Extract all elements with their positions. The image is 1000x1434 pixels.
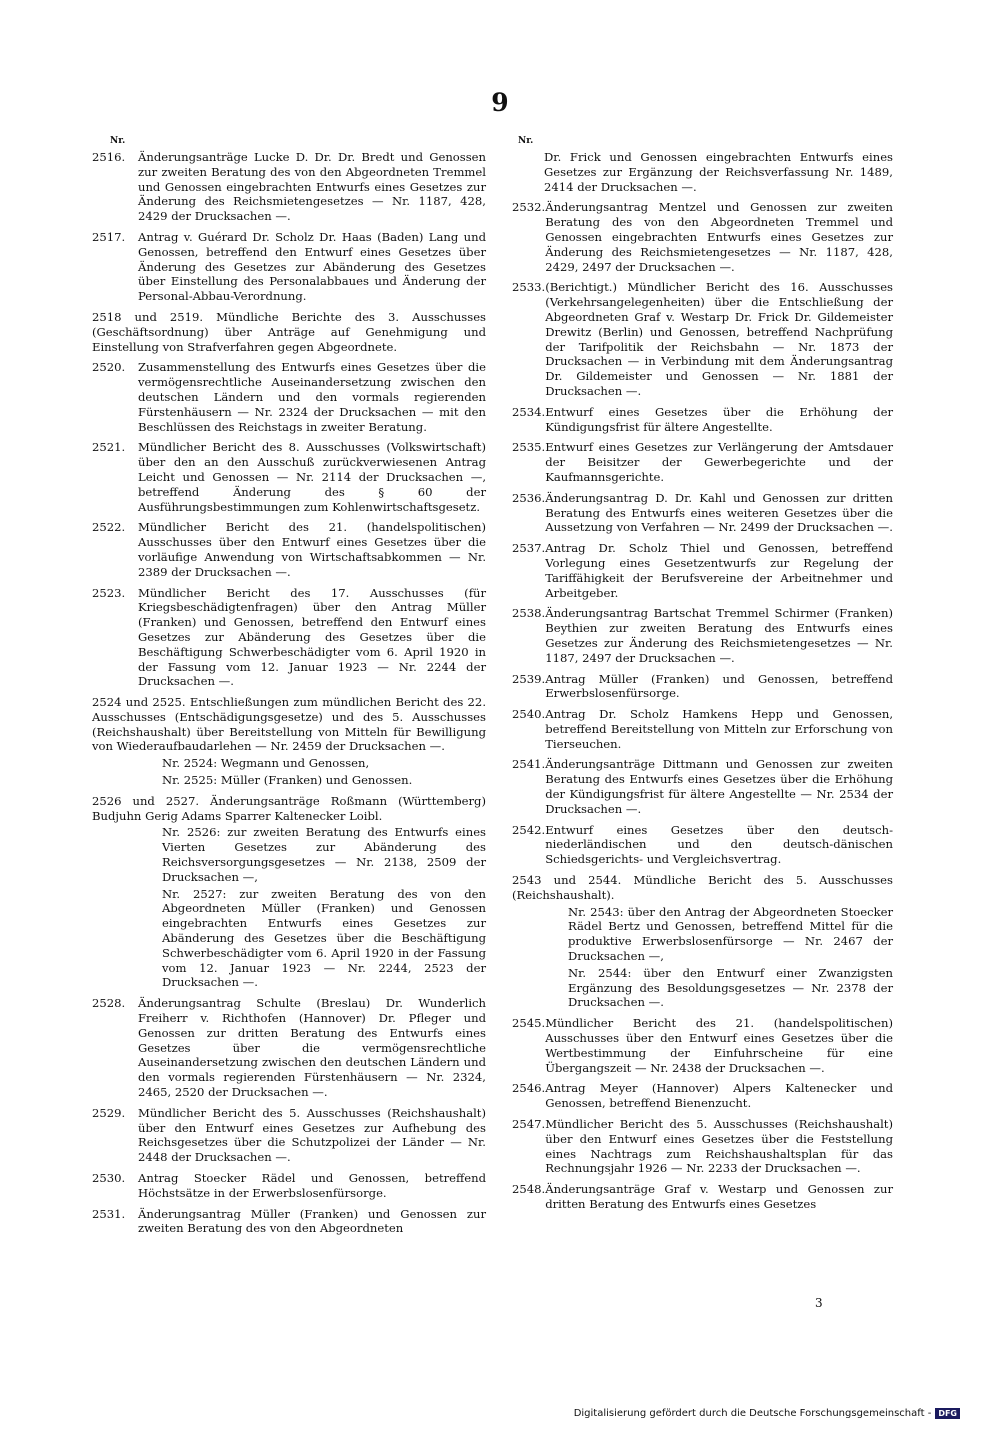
entry-2543-2544: 2543 und 2544. Mündliche Bericht des 5. Ausschusses (Reichshaushalt).: [512, 873, 893, 902]
entry-text: Entwurf eines Gesetzes über die Erhöhung der Kündigungsfrist für ältere Angestellte.: [545, 404, 893, 434]
entry-2546: [512, 1081, 893, 1111]
entry-2524-2525: 2524 und 2525. Entschließungen zum mündlichen Bericht des 22. Ausschusses (Entschädigungsgesetze) und des 5. Ausschusses (Reichshaushalt) über Bereitstellung von Mitteln für Bewilligung von Wiederaufbaudarlehen — Nr. 2459 der Drucksachen —.: [92, 695, 486, 754]
sub-entry-2544: Nr. 2544: über den Entwurf einer Zwanzigsten Ergänzung des Besoldungsgesetzes — Nr. 2378 der Drucksachen —.: [568, 965, 893, 1010]
entry-2516: [92, 150, 486, 224]
entry-text: Änderungsanträge Dittmann und Genossen zur zweiten Beratung des Entwurfs eines Gesetzes über die Erhöhung der Kündigungsfrist für ältere Angestellte — Nr. 2534 der Drucksachen —.: [545, 757, 893, 816]
entry-text: Antrag Dr. Scholz Hamkens Hepp und Genossen, betreffend Bereitstellung von Mitteln zur Erforschung von Tierseuchen.: [545, 707, 893, 751]
entry-2523: [92, 586, 486, 690]
entry-2547: [512, 1117, 893, 1176]
digitization-credit: [574, 1408, 960, 1419]
sub-entry-2527: Nr. 2527: zur zweiten Beratung des von den Abgeordneten Müller (Franken) und Genossen eingebrachten Entwurfs eines Gesetzes zur Abänderung des Gesetzes über die Beschäftigung Schwerbeschädigter vom 6. April 1920 in der Fassung vom 12. Januar 1923 — Nr. 2244, 2523 der Drucksachen —.: [162, 886, 486, 990]
entry-2530: [92, 1171, 486, 1201]
entry-2532: [512, 200, 893, 274]
entry-number: 2547.: [512, 1117, 546, 1132]
entry-2540: [512, 707, 893, 751]
entry-text: Antrag Müller (Franken) und Genossen, betreffend Erwerbslosenfürsorge.: [545, 671, 893, 701]
entry-text: Antrag Meyer (Hannover) Alpers Kaltenecker und Genossen, betreffend Bienenzucht.: [545, 1081, 893, 1111]
entry-2542: [512, 823, 893, 867]
entry-text: (Berichtigt.) Mündlicher Bericht des 16. Ausschusses (Verkehrsangelegenheiten) über die Entschließung der Abgeordneten Graf v. Westarp Dr. Frick Dr. Gildemeister Drewitz (Berlin) und Genossen, betreffend Nachprüfung der Tarifpolitik der Reichsbahn — Nr. 1873 der Drucksachen — in Verbindung mit dem Änderungsantrag Dr. Gildemeister und Genossen — Nr. 1881 der Drucksachen —.: [545, 280, 893, 398]
entry-2534: [512, 405, 893, 435]
entry-text: Änderungsanträge Lucke D. Dr. Dr. Bredt und Genossen zur zweiten Beratung des von den Abgeordneten Tremmel und Genossen eingebrachten Entwurfs eines Gesetzes zur Änderung des Reichsmietengesetzes — Nr. 1187, 428, 2429 der Drucksachen —.: [138, 150, 486, 224]
entry-text: Änderungsantrag Mentzel und Genossen zur zweiten Beratung des von den Abgeordneten Tremmel und Genossen eingebrachten Entwurfs eines Gesetzes zur Änderung des Reichsmietengesetzes — Nr. 1187, 428, 2429, 2497 der Drucksachen —.: [545, 200, 893, 274]
entry-text: Änderungsantrag Bartschat Tremmel Schirmer (Franken) Beythien zur zweiten Beratung des Entwurfs eines Gesetzes zur Änderung des Reichsmietengesetzes — Nr. 1187, 2497 der Drucksachen —.: [545, 606, 893, 665]
entry-text: Mündlicher Bericht des 5. Ausschusses (Reichshaushalt) über den Entwurf eines Gesetzes über die Feststellung eines Nachtrags zum Reichshaushaltsplan für das Rechnungsjahr 1926 — Nr. 2233 der Drucksachen —.: [545, 1117, 893, 1176]
entry-text: Entwurf eines Gesetzes zur Verlängerung der Amtsdauer der Beisitzer der Gewerbegerichte und der Kaufmannsgerichte.: [545, 440, 893, 484]
entry-number: 2540.: [512, 707, 546, 722]
entry-number: 2520.: [92, 360, 126, 375]
left-column: [92, 150, 486, 1242]
entry-text: Änderungsantrag Müller (Franken) und Genossen zur zweiten Beratung des von den Abgeordneten: [138, 1206, 486, 1236]
signature-mark: 3: [815, 1296, 823, 1310]
entry-2531-continued: Dr. Frick und Genossen eingebrachten Entwurfs eines Gesetzes zur Ergänzung der Reichsverfassung Nr. 1489, 2414 der Drucksachen —.: [544, 150, 893, 194]
entry-text: Antrag Stoecker Rädel und Genossen, betreffend Höchstsätze in der Erwerbslosenfürsorge.: [138, 1171, 486, 1200]
nr-column-label-right: Nr.: [518, 136, 534, 146]
entry-2536: [512, 491, 893, 535]
entry-text: Mündlicher Bericht des 17. Ausschusses (für Kriegsbeschädigtenfragen) über den Antrag Müller (Franken) und Genossen, betreffend den Entwurf eines Gesetzes zur Abänderung des Gesetzes über die Beschäftigung Schwerbeschädigter vom 6. April 1920 in der Fassung vom 12. Januar 1923 — Nr. 2244 der Drucksachen —.: [138, 585, 486, 689]
entry-number: 2528.: [92, 996, 126, 1011]
entry-text: Antrag Dr. Scholz Thiel und Genossen, betreffend Vorlegung eines Gesetzentwurfs zur Regelung der Tariffähigkeit der Berufsvereine der Arbeitnehmer und Arbeitgeber.: [545, 541, 893, 600]
sub-entry-2525: Nr. 2525: Müller (Franken) und Genossen.: [162, 773, 413, 788]
entry-2538: [512, 606, 893, 665]
entry-text: Mündlicher Bericht des 21. (handelspolitischen) Ausschusses über den Entwurf eines Gesetzes über die vorläufige Anwendung von Wirtschaftsabkommen — Nr. 2389 der Drucksachen —.: [138, 520, 486, 579]
entry-number: 2537.: [512, 541, 546, 556]
entry-number: 2538.: [512, 606, 546, 621]
sub-entry-2543: Nr. 2543: über den Antrag der Abgeordneten Stoecker Rädel Bertz und Genossen, betreffend Mittel für die produktive Erwerbslosenfürsorge — Nr. 2467 der Drucksachen —,: [568, 904, 893, 964]
dfg-logo-icon: DFG: [935, 1408, 960, 1419]
entry-2535: [512, 440, 893, 484]
entry-number: 2546.: [512, 1081, 546, 1096]
entry-number: 2521.: [92, 440, 126, 455]
entry-text: Antrag v. Guérard Dr. Scholz Dr. Haas (Baden) Lang und Genossen, betreffend den Entwurf eines Gesetzes über Änderung des Gesetzes zur Abänderung des Gesetzes über Einstellung des Personalabbaues und Änderung der Personal-Abbau-Verordnung.: [138, 229, 486, 304]
entry-2518-2519: 2518 und 2519. Mündliche Berichte des 3. Ausschusses (Geschäftsordnung) über Anträge auf Genehmigung und Einstellung von Strafverfahren gegen Abgeordnete.: [92, 309, 486, 354]
entry-number: 2516.: [92, 150, 126, 164]
entry-2520: [92, 360, 486, 434]
entry-number: 2522.: [92, 520, 126, 535]
entry-number: 2532.: [512, 200, 546, 215]
entry-number: 2535.: [512, 440, 546, 455]
entry-number: 2534.: [512, 404, 546, 419]
entry-number: 2530.: [92, 1171, 126, 1185]
entry-2533: [512, 280, 893, 398]
credit-text: Digitalisierung gefördert durch die Deutsche Forschungsgemeinschaft -: [573, 1408, 932, 1419]
entry-number: 2539.: [512, 671, 546, 686]
entry-text: Mündlicher Bericht des 21. (handelspolitischen) Ausschusses über den Entwurf eines Gesetzes über die Wertbestimmung der Einfuhrscheine für eine Übergangszeit — Nr. 2438 der Drucksachen —.: [545, 1016, 893, 1075]
entry-number: 2542.: [512, 822, 546, 837]
entry-text: Mündlicher Bericht des 8. Ausschusses (Volkswirtschaft) über den an den Ausschuß zurückverwiesenen Antrag Leicht und Genossen — Nr. 2114 der Drucksachen —, betreffend Änderung des § 60 der Ausführungsbestimmungen zum Kohlenwirtschaftsgesetz.: [138, 440, 486, 514]
entry-number: 2517.: [92, 229, 126, 244]
entry-2537: [512, 541, 893, 600]
entry-number: 2531.: [92, 1206, 126, 1221]
entry-2529: [92, 1106, 486, 1165]
entry-number: 2541.: [512, 757, 546, 772]
entry-2528: [92, 996, 486, 1100]
entry-2517: [92, 230, 486, 304]
entry-2522: [92, 520, 486, 579]
entry-text: Änderungsantrag Schulte (Breslau) Dr. Wunderlich Freiherr v. Richthofen (Hannover) Dr. Pfleger und Genossen zur dritten Beratung des Entwurfs eines Gesetzes über die vermögensrechtliche Auseinandersetzung zwischen den deutschen Ländern und den vormals regierenden Fürstenhäusern — Nr. 2324, 2465, 2520 der Drucksachen —.: [138, 996, 486, 1100]
entry-2541: [512, 757, 893, 816]
entry-2526-2527: 2526 und 2527. Änderungsanträge Roßmann (Württemberg) Budjuhn Gerig Adams Sparrer Kaltenecker Loibl.: [92, 793, 486, 823]
sub-entry-2524: Nr. 2524: Wegmann und Genossen,: [162, 756, 370, 771]
entry-text: Zusammenstellung des Entwurfs eines Gesetzes über die vermögensrechtliche Auseinandersetzung zwischen den deutschen Ländern und den vormals regierenden Fürstenhäusern — Nr. 2324 der Drucksachen — mit den Beschlüssen des Reichstags in zweiter Beratung.: [138, 360, 486, 434]
entry-2548: [512, 1182, 893, 1212]
entry-number: 2523.: [92, 585, 126, 600]
entry-number: 2536.: [512, 490, 546, 505]
sub-entry-2526: Nr. 2526: zur zweiten Beratung des Entwurfs eines Vierten Gesetzes zur Abänderung des Reichsversorgungsgesetzes — Nr. 2138, 2509 der Drucksachen —,: [162, 825, 486, 884]
entry-2545: [512, 1016, 893, 1075]
entry-2539: [512, 672, 893, 702]
entry-number: 2545.: [512, 1016, 546, 1031]
entry-text: Entwurf eines Gesetzes über den deutsch-niederländischen und den deutsch-dänischen Schiedsgerichts- und Vergleichsvertrag.: [545, 822, 893, 867]
nr-column-label-left: Nr.: [110, 136, 126, 146]
entry-text: Mündlicher Bericht des 5. Ausschusses (Reichshaushalt) über den Entwurf eines Gesetzes zur Aufhebung des Reichsgesetzes über die Schutzpolizei der Länder — Nr. 2448 der Drucksachen —.: [138, 1105, 486, 1165]
entry-2531: [92, 1207, 486, 1237]
entry-text: Änderungsanträge Graf v. Westarp und Genossen zur dritten Beratung des Entwurfs eines Gesetzes: [545, 1182, 893, 1211]
entry-2521: [92, 440, 486, 514]
entry-number: 2533.: [512, 280, 546, 295]
entry-number: 2529.: [92, 1105, 126, 1120]
page-number: 9: [491, 88, 509, 117]
entry-text: Änderungsantrag D. Dr. Kahl und Genossen zur dritten Beratung des Entwurfs eines weiteren Gesetzes über die Aussetzung von Verfahren — Nr. 2499 der Drucksachen —.: [545, 490, 893, 535]
entry-number: 2548.: [512, 1182, 546, 1197]
right-column: [512, 150, 893, 1218]
